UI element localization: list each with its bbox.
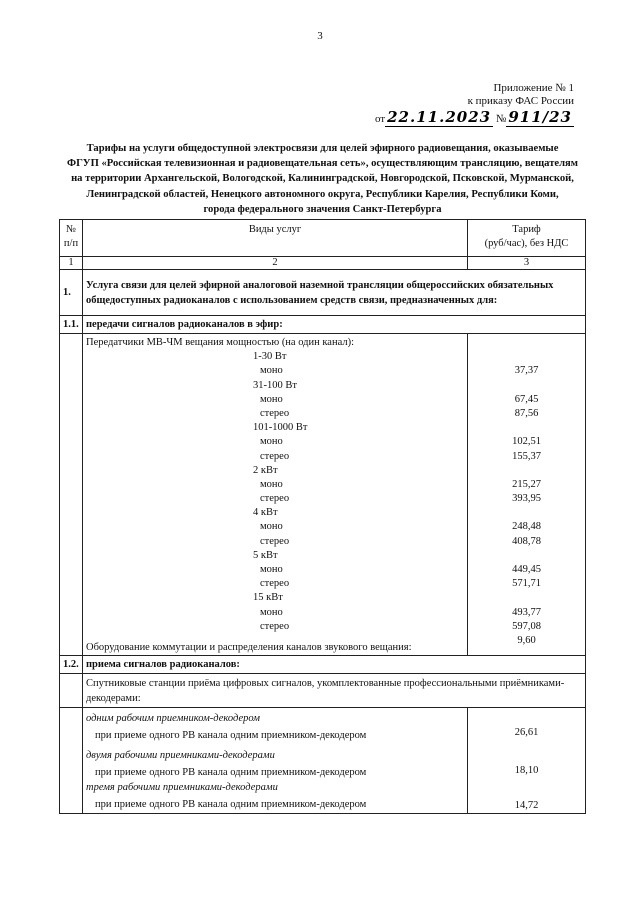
power-range-label: 1-30 Вт xyxy=(253,351,287,363)
equipment-label: Оборудование коммутации и распределения каналов звукового вещания: xyxy=(86,641,412,653)
section-number: 1.1. xyxy=(60,316,83,334)
mode-label: стерео xyxy=(260,493,290,505)
power-range-label: 15 кВт xyxy=(253,592,283,604)
appendix-order-ref: к приказу ФАС России xyxy=(467,95,574,107)
tariff-value: 493,77 xyxy=(512,606,541,618)
appendix-title: Приложение № 1 xyxy=(493,82,574,94)
mode-label: моно xyxy=(260,436,283,448)
mode-label: стерео xyxy=(260,407,290,419)
satellite-item-value: 18,10 xyxy=(514,765,539,777)
heading-line: Тарифы на услуги общедоступной электросвязи для целей эфирного радиовещания, оказываемые xyxy=(86,143,559,154)
number-label: № xyxy=(495,113,507,125)
tariff-value: 597,08 xyxy=(512,620,541,632)
mode-label: стерео xyxy=(260,620,290,632)
tariff-value: 155,37 xyxy=(512,450,541,462)
satellite-item-sub: при приеме одного РВ канала одним приемником-декодером xyxy=(95,730,367,742)
mode-label: моно xyxy=(260,606,283,618)
power-range-label: 5 кВт xyxy=(253,549,278,561)
tariff-value: 248,48 xyxy=(512,521,541,533)
tariff-value xyxy=(471,549,582,563)
document-heading xyxy=(60,141,585,217)
order-date: 22.11.2023 xyxy=(387,108,492,126)
mode-label: моно xyxy=(260,393,283,405)
section-title: передачи сигналов радиоканалов в эфир: xyxy=(83,316,586,334)
transmitters-row xyxy=(60,334,586,656)
mode-label: моно xyxy=(260,564,283,575)
tariff-value: 37,37 xyxy=(514,365,539,377)
page-number: 3 xyxy=(317,30,323,42)
satellite-items-row xyxy=(60,708,586,814)
section-1-row xyxy=(60,270,586,316)
tariff-value xyxy=(471,379,582,393)
tariff-value: 87,56 xyxy=(514,407,539,419)
satellite-item-value: 26,61 xyxy=(514,727,539,739)
header-number-cell: № п/п xyxy=(60,220,83,257)
section-title: приема сигналов радиоканалов: xyxy=(83,656,586,674)
tariff-value xyxy=(471,506,582,520)
power-range-label: 4 кВт xyxy=(253,507,278,519)
column-number: 1 xyxy=(60,257,83,270)
section-title: Услуга связи для целей эфирной аналоговой наземной трансляции общероссийских обязательных общедоступных радиоканалов с использованием средств связи, предназначенных для: xyxy=(83,270,586,316)
equipment-value: 9,60 xyxy=(517,634,536,646)
mode-label: моно xyxy=(260,365,283,377)
from-label: от xyxy=(374,113,386,125)
satellite-items xyxy=(83,708,468,814)
column-number: 2 xyxy=(83,257,468,270)
heading-line: Ленинградской областей, Ненецкого автономного округа, Республики Карелия, Республики Коми, xyxy=(86,188,559,200)
satellite-item-sub: при приеме одного РВ канала одним приемником-декодером xyxy=(95,766,367,778)
satellite-item-title: одним рабочим приемником-декодером xyxy=(86,713,260,725)
table-header-row xyxy=(60,220,586,257)
appendix-block xyxy=(375,82,574,126)
tariff-value xyxy=(471,464,582,478)
heading-line: на территории Архангельской, Вологодской, Калининградской, Новгородской, Псковской, Мурманской, xyxy=(71,173,574,185)
section-1-2-row xyxy=(60,656,586,674)
satellite-item-title: тремя рабочими приемниками-декодерами xyxy=(86,781,278,793)
tariff-value: 408,78 xyxy=(512,535,541,547)
satellite-item-sub: при приеме одного РВ канала одним приемником-декодером xyxy=(95,799,367,811)
satellite-description: Спутниковые станции приёма цифровых сигналов, укомплектованные профессиональными приёмниками-декодерами: xyxy=(83,674,586,708)
order-number: 911/23 xyxy=(508,108,572,126)
power-range-label: 31-100 Вт xyxy=(253,379,297,391)
transmitters-values xyxy=(468,334,586,656)
section-1-1-row xyxy=(60,316,586,334)
tariff-value: 102,51 xyxy=(512,436,541,448)
heading-line: города федерального значения Санкт-Петербурга xyxy=(203,203,442,215)
mode-label: стерео xyxy=(260,450,290,462)
satellite-item-title: двумя рабочими приемниками-декодерами xyxy=(86,749,275,761)
tariff-value xyxy=(471,421,582,435)
order-date-number xyxy=(374,108,574,126)
power-range-label: 2 кВт xyxy=(253,464,278,476)
tariff-value: 67,45 xyxy=(514,393,539,405)
satellite-values xyxy=(468,708,586,814)
tariff-value: 393,95 xyxy=(512,493,541,505)
section-number: 1. xyxy=(60,270,83,316)
transmitters-list xyxy=(83,334,468,656)
tariff-value: 571,71 xyxy=(512,578,541,590)
tariff-value: 215,27 xyxy=(512,478,541,490)
transmitters-intro: Передатчики МВ-ЧМ вещания мощностью (на один канал): xyxy=(86,337,354,348)
heading-line: ФГУП «Российская телевизионная и радиовещательная сеть», осуществляющим трансляцию, вещателям xyxy=(66,158,579,170)
mode-label: моно xyxy=(260,521,283,533)
satellite-row xyxy=(60,674,586,708)
header-services-cell: Виды услуг xyxy=(83,220,468,257)
power-range-label: 101-1000 Вт xyxy=(253,422,308,434)
column-numbers-row xyxy=(60,257,586,270)
header-tariff-cell: Тариф (руб/час), без НДС xyxy=(468,220,586,257)
mode-label: стерео xyxy=(260,578,290,590)
mode-label: стерео xyxy=(260,535,290,547)
tariff-value: 449,45 xyxy=(512,564,541,575)
tariff-table xyxy=(59,219,586,814)
section-number: 1.2. xyxy=(60,656,83,674)
tariff-value xyxy=(471,591,582,605)
column-number: 3 xyxy=(468,257,586,270)
mode-label: моно xyxy=(260,478,283,490)
tariff-value xyxy=(471,350,582,364)
satellite-item-value: 14,72 xyxy=(514,799,539,811)
